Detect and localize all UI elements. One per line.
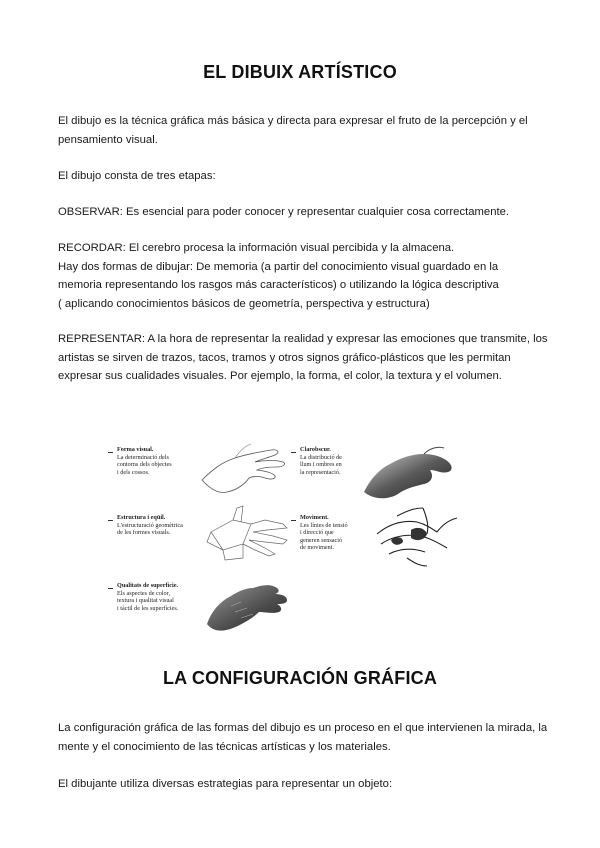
caption-estructura [117, 514, 183, 537]
caption-title: Clarobscur. [300, 446, 331, 453]
representar-line: expresar sus cualidades visuales. Por ejemplo, la forma, el color, la textura y el volumen. [58, 370, 502, 383]
caption-line: Les línies de tensió [300, 521, 348, 529]
caption-title: Forma visual. [117, 446, 154, 453]
recordar-line: Hay dos formas de dibujar: De memoria (a partir del conocimiento visual guardado en la [58, 260, 499, 273]
recordar-line: ( aplicando conocimientos básicos de geometría, perspectiva y estructura) [58, 297, 430, 310]
representar-line: artistas se sirven de trazos, tacos, tramos y otros signos gráfico-plásticos que les permitan [58, 351, 511, 364]
section-title: LA CONFIGURACIÓN GRÁFICA [162, 668, 438, 688]
caption-line: i direcció que [300, 529, 334, 537]
caption-qualitats [117, 582, 178, 612]
caption-bullet [291, 452, 296, 453]
caption-moviment [300, 514, 348, 552]
recordar-paragraph [58, 239, 548, 313]
caption-line: la representació. [300, 468, 341, 476]
representar-paragraph [58, 330, 548, 386]
hands-figure [105, 438, 465, 638]
caption-title: Qualitats de superfície. [117, 582, 179, 589]
caption-title: Moviment. [300, 514, 329, 521]
caption-bullet [108, 520, 113, 521]
caption-line: La determinació dels [117, 453, 169, 461]
caption-line: de les formes visuals. [117, 529, 171, 537]
observar-paragraph: OBSERVAR: Es esencial para poder conocer y representar cualquier cosa correctamente. [58, 206, 510, 218]
caption-line: contorns dels objectes [117, 461, 172, 469]
caption-title: Estructura i eqüil. [117, 514, 166, 521]
strategies-paragraph: El dibujante utiliza diversas estrategias para representar un objeto: [58, 778, 393, 790]
caption-line: textura i qualitat visual [117, 597, 174, 605]
caption-line: Els aspectes de color, [117, 589, 171, 597]
config-line: mente y el conocimiento de las técnicas artísticas y los materiales. [58, 740, 391, 753]
caption-bullet [108, 588, 113, 589]
caption-line: i tàctil de les superfícies. [117, 604, 179, 612]
recordar-line: memoria representando los rasgos más característicos) o utilizando la lógica descriptiva [58, 279, 499, 292]
movement-hand-drawing [367, 504, 462, 570]
caption-bullet [108, 452, 113, 453]
intro-line: pensamiento visual. [58, 133, 158, 146]
textured-hand-drawing [201, 576, 293, 634]
outline-hand-drawing [197, 440, 292, 500]
caption-line: i dels cossos. [117, 468, 150, 476]
config-paragraph [58, 719, 548, 756]
stages-intro: El dibujo consta de tres etapas: [58, 170, 216, 182]
representar-line: REPRESENTAR: A la hora de representar la realidad y expresar las emociones que transmite, los [58, 333, 548, 345]
recordar-line: RECORDAR: El cerebro procesa la información visual percibida y la almacena. [58, 242, 455, 254]
caption-clarobscur [300, 446, 342, 476]
caption-line: L'estructuració geomètrica [117, 521, 183, 529]
geometric-hand-drawing [203, 502, 295, 564]
caption-line: generen sensació [300, 536, 343, 544]
config-line: La configuración gráfica de las formas del dibujo es un proceso en el que intervienen la mirada, la [58, 722, 548, 734]
caption-line: La distribució de [300, 453, 342, 461]
shaded-hand-drawing [360, 442, 460, 500]
page-title: EL DIBUIX ARTÍSTICO [203, 62, 397, 82]
caption-line: de moviment. [300, 544, 335, 552]
caption-forma-visual [117, 446, 172, 476]
caption-line: llum i ombres en [300, 461, 342, 469]
caption-bullet [291, 520, 296, 521]
intro-line: El dibujo es la técnica gráfica más básica y directa para expresar el fruto de la percepción y el [58, 115, 528, 127]
intro-paragraph [58, 112, 548, 149]
